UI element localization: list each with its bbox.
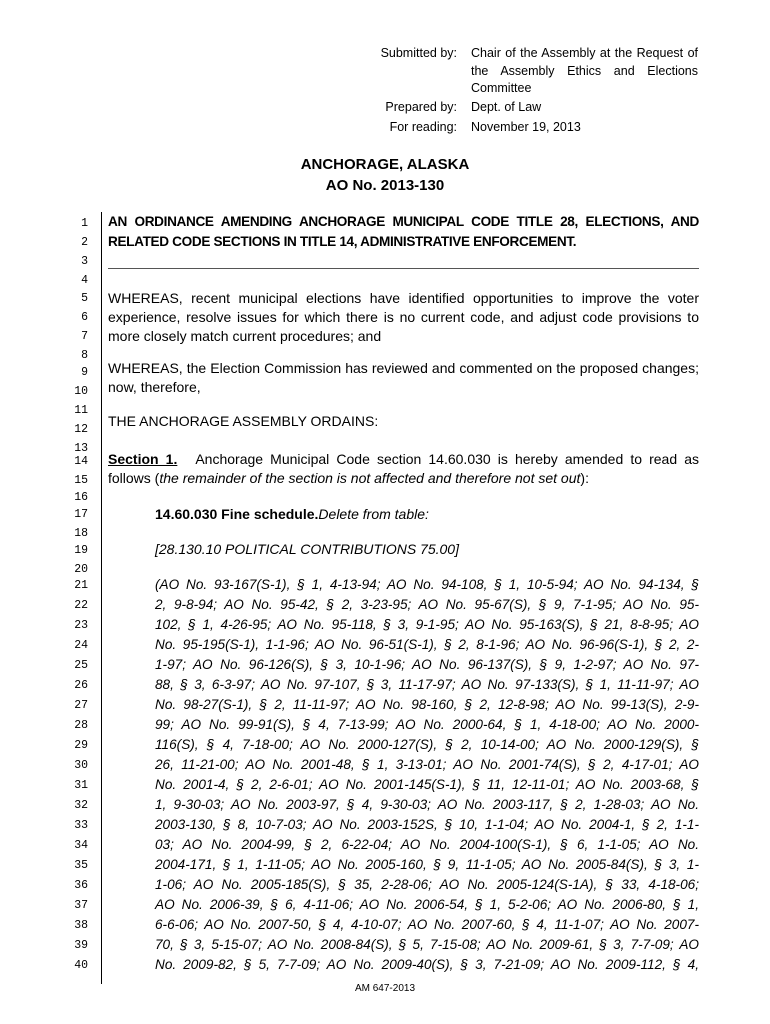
line-number: 30 [74, 759, 88, 772]
prepared-by-label: Prepared by: [385, 100, 457, 114]
line-number: 19 [74, 544, 88, 557]
submitted-by-label: Submitted by: [380, 46, 457, 60]
citation-line: 70, § 3, 5-15-07; AO No. 2008-84(S), § 5, 7-15-08; AO No. 2009-61, § 3, 7-7-09; AO [155, 937, 699, 952]
citation-line: 6-6-06; AO No. 2007-50, § 4, 4-10-07; AO No. 2007-60, § 4, 11-1-07; AO No. 2007- [155, 917, 699, 932]
line-number: 35 [74, 859, 88, 872]
line-number: 2 [81, 236, 88, 249]
line-number: 39 [74, 939, 88, 952]
line-number: 13 [74, 442, 88, 455]
line-number: 1 [81, 217, 88, 230]
citation-line: 116(S), § 4, 7-18-00; AO No. 2000-127(S), § 2, 10-14-00; AO No. 2000-129(S), § [155, 737, 699, 752]
submitted-by-value: Chair of the Assembly at the Request of the Assembly Ethics and Elections Committee [471, 46, 698, 95]
citation-line: 1-06; AO No. 2005-185(S), § 35, 2-28-06; AO No. 2005-124(S-1A), § 33, 4-18-06; [155, 877, 699, 892]
citation-line: 03; AO No. 2004-99, § 2, 6-22-04; AO No. 2004-100(S-1), § 6, 1-1-05; AO No. [155, 837, 699, 852]
document-ao-number: AO No. 2013-130 [325, 177, 445, 194]
for-reading-value: November 19, 2013 [471, 120, 581, 134]
line-number: 27 [74, 699, 88, 712]
line-number: 32 [74, 799, 88, 812]
citation-line: AO No. 2006-39, § 6, 4-11-06; AO No. 2006-54, § 1, 5-2-06; AO No. 2006-80, § 1, [155, 897, 699, 912]
line-number: 29 [74, 739, 88, 752]
footer-document-id: AM 647-2013 [354, 983, 416, 994]
line-number: 28 [74, 719, 88, 732]
line-number: 11 [74, 404, 88, 417]
line-number: 14 [74, 455, 88, 468]
ordinance-title: AN ORDINANCE AMENDING ANCHORAGE MUNICIPAL CODE TITLE 28, ELECTIONS, AND RELATED CODE SECTIONS IN TITLE 14, ADMINISTRATIVE ENFORCEMENT. [108, 214, 699, 249]
line-number: 34 [74, 839, 88, 852]
citation-line: No. 95-195(S-1), 1-1-96; AO No. 96-51(S-1), § 2, 8-1-96; AO No. 96-96(S-1), § 2, 2- [155, 637, 699, 652]
line-number: 8 [81, 349, 88, 362]
margin-rule [101, 212, 102, 984]
line-number: 24 [74, 639, 88, 652]
fine-schedule-instruction: Delete from table: [318, 506, 429, 522]
citation-line: 26, 11-21-00; AO No. 2001-48, § 1, 3-13-01; AO No. 2001-74(S), § 2, 4-17-01; AO [155, 757, 699, 772]
citation-line: 2, 9-8-94; AO No. 95-42, § 2, 3-23-95; AO No. 95-67(S), § 9, 7-1-95; AO No. 95- [155, 597, 699, 612]
prepared-by-value: Dept. of Law [471, 100, 542, 114]
for-reading-label: For reading: [389, 120, 457, 134]
citation-line: No. 98-27(S-1), § 2, 11-11-97; AO No. 98-160, § 2, 12-8-98; AO No. 99-13(S), 2-9- [155, 697, 699, 712]
line-number: 18 [74, 527, 88, 540]
line-number: 12 [74, 423, 88, 436]
line-number: 15 [74, 474, 88, 487]
whereas-paragraph-1: WHEREAS, recent municipal elections have identified opportunities to improve the voter experience, resolve issues for which there is no current code, and adjust code provisions to more closely match current procedures; and [108, 290, 699, 345]
assembly-ordains: THE ANCHORAGE ASSEMBLY ORDAINS: [108, 413, 379, 429]
citation-line: 99; AO No. 99-91(S), § 4, 7-13-99; AO No. 2000-64, § 1, 4-18-00; AO No. 2000- [155, 717, 699, 732]
line-number: 33 [74, 819, 88, 832]
citation-line: No. 2001-4, § 2, 2-6-01; AO No. 2001-145(S-1), § 11, 12-11-01; AO No. 2003-68, § [155, 777, 699, 792]
fine-schedule-heading: 14.60.030 Fine schedule. [155, 506, 319, 522]
citation-line: No. 2009-82, § 5, 7-7-09; AO No. 2009-40(S), § 3, 7-21-09; AO No. 2009-112, § 4, [155, 957, 699, 972]
citation-line: 1-97; AO No. 96-126(S), § 3, 10-1-96; AO No. 96-137(S), § 9, 1-2-97; AO No. 97- [155, 657, 699, 672]
line-number: 3 [81, 255, 88, 268]
fine-schedule-line [155, 505, 699, 524]
line-number: 16 [74, 491, 88, 504]
citation-line: 2003-130, § 8, 10-7-03; AO No. 2003-152S, § 10, 1-1-04; AO No. 2004-1, § 2, 1-1- [155, 817, 699, 832]
line-number: 5 [81, 292, 88, 305]
citation-line: 102, § 1, 4-26-95; AO No. 95-118, § 3, 9-1-95; AO No. 95-163(S), § 21, 8-8-95; AO [155, 617, 699, 632]
line-number: 25 [74, 659, 88, 672]
line-number: 4 [81, 274, 88, 287]
political-contributions-entry: [28.130.10 POLITICAL CONTRIBUTIONS 75.00] [155, 541, 459, 557]
line-number: 36 [74, 879, 88, 892]
line-number: 20 [74, 563, 88, 576]
citation-line: 2004-171, § 1, 1-11-05; AO No. 2005-160, § 9, 11-1-05; AO No. 2005-84(S), § 3, 1- [155, 857, 699, 872]
citation-line: 1, 9-30-03; AO No. 2003-97, § 4, 9-30-03; AO No. 2003-117, § 2, 1-28-03; AO No. [155, 797, 699, 812]
title-divider [108, 268, 699, 269]
line-number: 37 [74, 899, 88, 912]
line-number: 21 [74, 579, 88, 592]
line-number: 22 [74, 599, 88, 612]
whereas-paragraph-2: WHEREAS, the Election Commission has reviewed and commented on the proposed changes; now, therefore, [108, 360, 699, 396]
section-1-italic-note: the remainder of the section is not affected and therefore not set out [159, 470, 581, 487]
line-number: 6 [81, 311, 88, 324]
section-1-end: ): [580, 470, 589, 487]
line-number: 17 [74, 508, 88, 521]
line-number: 40 [74, 959, 88, 972]
line-number: 31 [74, 779, 88, 792]
section-1-label: Section 1. [108, 451, 178, 467]
line-number: 23 [74, 619, 88, 632]
section-1-paragraph [108, 450, 699, 488]
citation-line: (AO No. 93-167(S-1), § 1, 4-13-94; AO No. 94-108, § 1, 10-5-94; AO No. 94-134, § [155, 577, 699, 592]
line-number: 38 [74, 919, 88, 932]
line-number: 7 [81, 330, 88, 343]
line-number: 26 [74, 679, 88, 692]
section-1-text: Anchorage Municipal Code section 14.60.030 is hereby amended to read as follows ( [108, 451, 699, 487]
document-city-title: ANCHORAGE, ALASKA [300, 156, 470, 173]
citation-line: 88, § 3, 6-3-97; AO No. 97-107, § 3, 11-17-97; AO No. 97-133(S), § 1, 11-11-97; AO [155, 677, 699, 692]
line-number: 9 [81, 366, 88, 379]
line-number: 10 [74, 385, 88, 398]
